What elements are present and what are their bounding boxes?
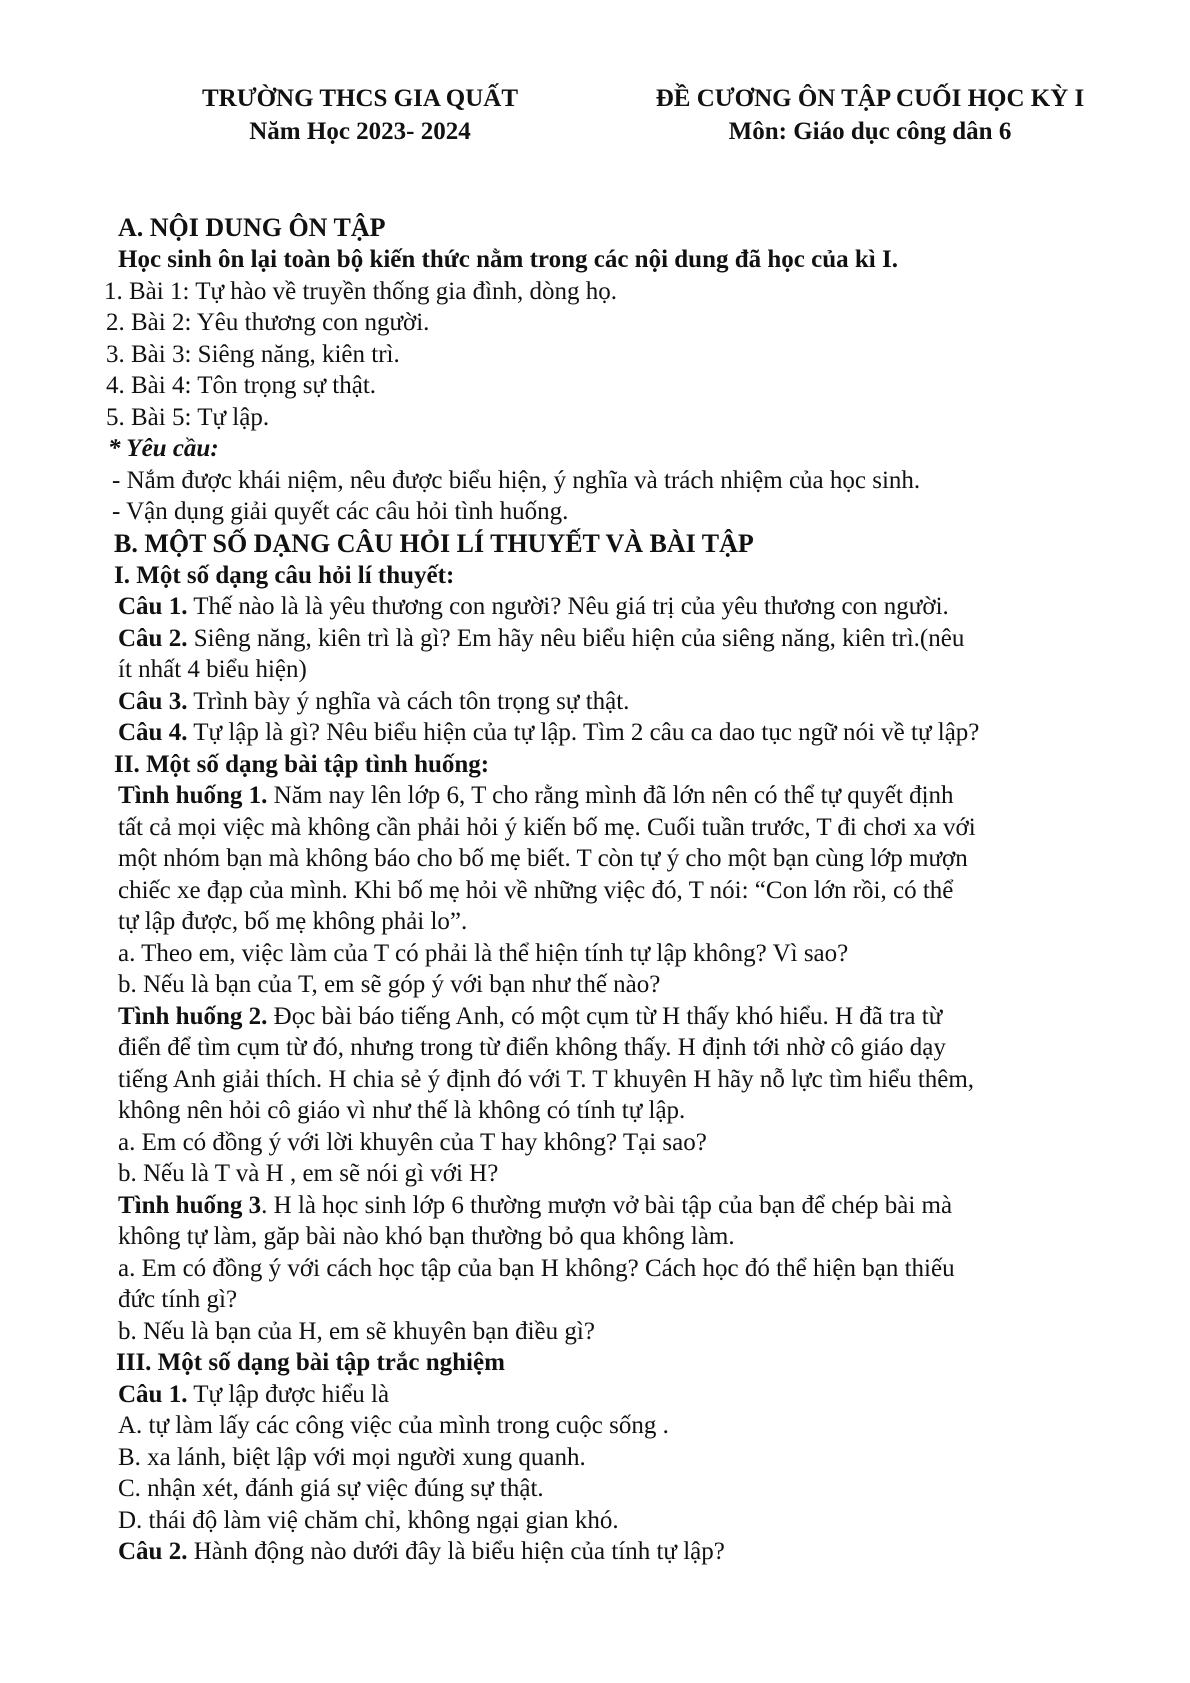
requirement-item: - Nắm được khái niệm, nêu được biểu hiện, ý nghĩa và trách nhiệm của học sinh. [112, 466, 921, 494]
situation-text-line: tiếng Anh giải thích. H chia sẻ ý định đó với T. T khuyên H hãy nỗ lực tìm hiểu thêm, [118, 1065, 975, 1093]
situation-text-line: không tự làm, găp bài nào khó bạn thường bỏ qua không làm. [118, 1223, 735, 1250]
mcq-option: B. xa lánh, biệt lập với mọi người xung quanh. [118, 1443, 586, 1471]
situation-1 [118, 780, 1118, 812]
part-ii-heading: II. Một số dạng bài tập tình huống: [114, 750, 490, 778]
requirements-heading: * Yêu cầu: [108, 435, 219, 462]
mcq-option: D. thái độ làm việ chăm chỉ, không ngại gian khó. [118, 1506, 619, 1534]
mcq-option: A. tự làm lấy các công việc của mình trong cuộc sống . [118, 1412, 669, 1439]
subject-line: Môn: Giáo dục công dân 6 [728, 118, 1012, 145]
lesson-item: 1. Bài 1: Tự hào về truyền thống gia đình, dòng họ. [104, 277, 618, 305]
situation-question: b. Nếu là T và H , em sẽ nói gì với H? [118, 1160, 499, 1187]
question-label: Câu 3. [118, 687, 188, 715]
theory-question-continued [118, 654, 1118, 686]
question-label: Câu 2. [118, 1538, 188, 1565]
situation-question: a. Em có đồng ý với cách học tập của bạn H không? Cách học đó thể hiện bạn thiếu [118, 1254, 955, 1282]
lesson-list [104, 276, 1118, 434]
situation-question: a. Em có đồng ý với lời khuyên của T hay không? Tại sao? [118, 1128, 707, 1156]
situation-text-line: tất cả mọi việc mà không cần phải hỏi ý kiến bố mẹ. Cuối tuần trước, T đi chơi xa với [118, 813, 976, 841]
theory-question [118, 686, 1118, 718]
situation-text-line: chiếc xe đạp của mình. Khi bố mẹ hỏi về những việc đó, T nói: “Con lớn rồi, có thể [118, 876, 954, 904]
situation-question: b. Nếu là bạn của T, em sẽ góp ý với bạn như thế nào? [118, 971, 661, 998]
situation-text: Đọc bài báo tiếng Anh, có một cụm từ H thấy khó hiểu. H đã tra từ [267, 1002, 943, 1030]
situation-label: Tình huống 2. [118, 1002, 268, 1030]
school-block [150, 82, 570, 148]
mcq-option: C. nhận xét, đánh giá sự việc đúng sự thật. [118, 1475, 544, 1502]
situation-text: Năm nay lên lớp 6, T cho rằng mình đã lớn nên có thể tự quyết định [267, 782, 954, 809]
question-text: Tự lập là gì? Nêu biểu hiện của tự lập. Tìm 2 câu ca dao tục ngữ nói về tự lập? [187, 719, 980, 746]
question-text: Hành động nào dưới đây là biểu hiện của tính tự lập? [187, 1538, 725, 1565]
question-text: Thế nào là là yêu thương con người? Nêu giá trị của yêu thương con người. [187, 593, 949, 620]
situation-text: . H là học sinh lớp 6 thường mượn vở bài tập của bạn để chép bài mà [261, 1191, 953, 1219]
part-i-heading: I. Một số dạng câu hỏi lí thuyết: [114, 561, 455, 589]
question-text: Trình bày ý nghĩa và cách tôn trọng sự thật. [187, 687, 630, 715]
situation-question: a. Theo em, việc làm của T có phải là thể hiện tính tự lập không? Vì sao? [118, 939, 849, 967]
situation-text-line: tự lập được, bố mẹ không phải lo”. [118, 908, 468, 935]
situation-text-line: một nhóm bạn mà không báo cho bố mẹ biết. T còn tự ý cho một bạn cùng lớp mượn [118, 845, 968, 872]
situation-question-continued: đức tính gì? [118, 1286, 238, 1313]
question-text: Siêng năng, kiên trì là gì? Em hãy nêu biểu hiện của siêng năng, kiên trì.(nêu [187, 624, 965, 652]
mcq-question [118, 1536, 1118, 1568]
requirement-item: - Vận dụng giải quyết các câu hỏi tình huống. [112, 498, 569, 525]
question-text: ít nhất 4 biểu hiện) [118, 656, 307, 683]
situation-text-line: không nên hỏi cô giáo vì như thế là không có tính tự lập. [118, 1097, 686, 1124]
section-a-heading: A. NỘI DUNG ÔN TẬP [118, 213, 386, 242]
situation-question: b. Nếu là bạn của H, em sẽ khuyên bạn điều gì? [118, 1317, 595, 1345]
situation-text-line: điển để tìm cụm từ đó, nhưng trong từ điển không thấy. H định tới nhờ cô giáo dạy [118, 1034, 946, 1061]
situation-label: Tình huống 3 [118, 1191, 262, 1219]
lesson-item: 2. Bài 2: Yêu thương con người. [106, 309, 430, 336]
lesson-item: 3. Bài 3: Siêng năng, kiên trì. [106, 340, 400, 368]
part-iii-heading: III. Một số dạng bài tập trắc nghiệm [116, 1349, 505, 1376]
title-block [610, 82, 1130, 148]
situation-2 [118, 1001, 1118, 1033]
situation-label: Tình huống 1. [118, 782, 268, 809]
theory-question [118, 717, 1118, 749]
question-label: Câu 1. [118, 593, 188, 620]
situation-3 [118, 1190, 1118, 1222]
school-year: Năm Học 2023- 2024 [249, 118, 471, 145]
document-title: ĐỀ CƯƠNG ÔN TẬP CUỐI HỌC KỲ I [655, 85, 1085, 112]
question-label: Câu 1. [118, 1380, 188, 1408]
question-label: Câu 4. [118, 719, 188, 746]
theory-question [118, 591, 1118, 623]
section-b-heading: B. MỘT SỐ DẠNG CÂU HỎI LÍ THUYẾT VÀ BÀI TẬP [114, 528, 754, 558]
question-label: Câu 2. [118, 624, 188, 652]
school-name: TRƯỜNG THCS GIA QUẤT [201, 85, 519, 112]
question-text: Tự lập được hiểu là [187, 1380, 390, 1408]
lesson-item: 5. Bài 5: Tự lập. [106, 403, 270, 431]
mcq-question [118, 1379, 1118, 1411]
document-body [104, 212, 1118, 1568]
lesson-item: 4. Bài 4: Tôn trọng sự thật. [106, 372, 377, 399]
section-a-intro: Học sinh ôn lại toàn bộ kiến thức nằm trong các nội dung đã học của kì I. [118, 246, 898, 273]
theory-question [118, 623, 1118, 655]
